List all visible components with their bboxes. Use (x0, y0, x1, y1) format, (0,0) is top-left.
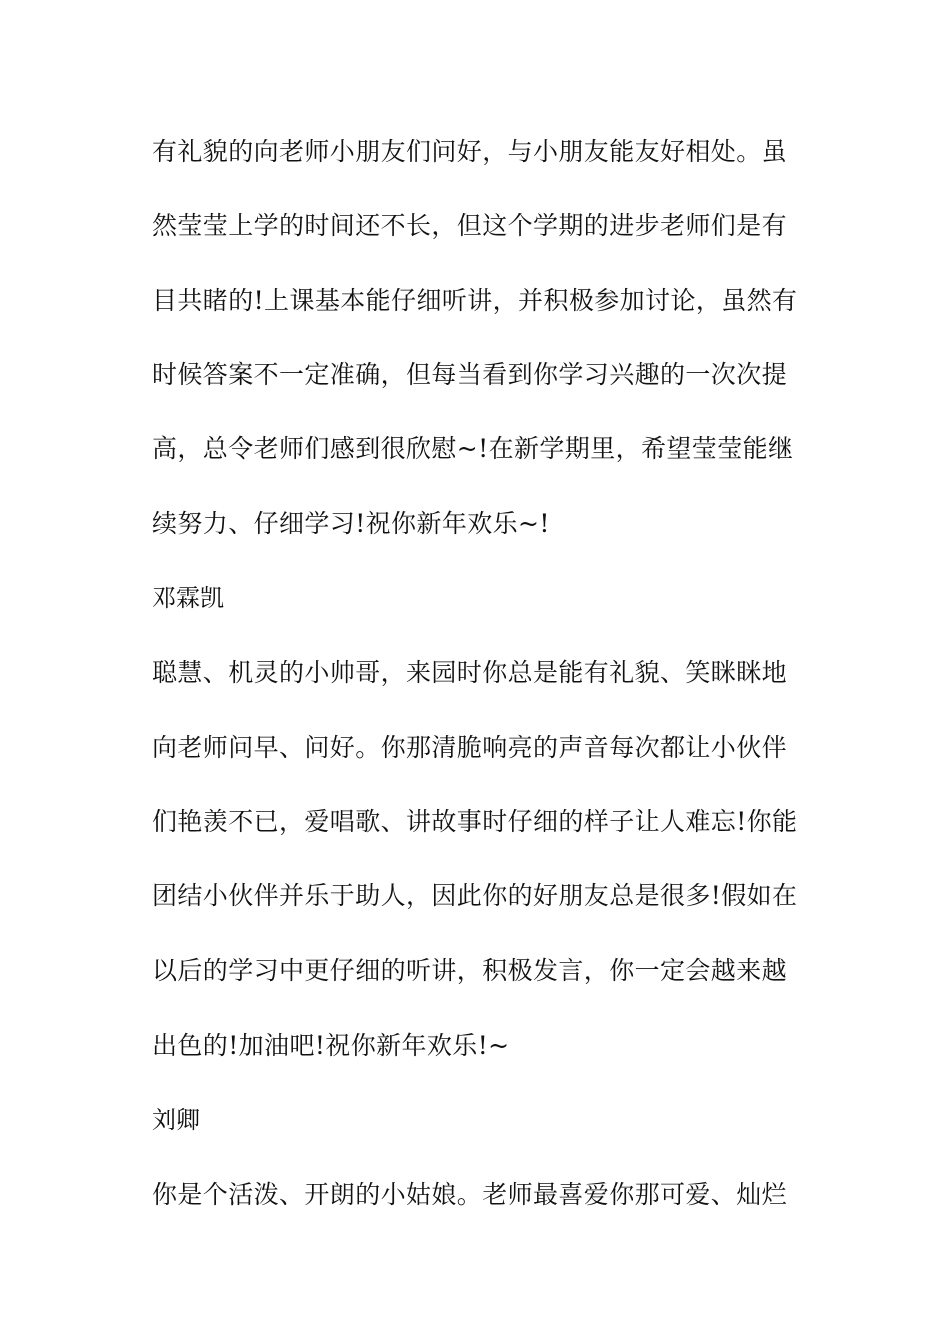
paragraph-line: 时候答案不一定准确，但每当看到你学习兴趣的一次次提 (152, 360, 788, 389)
student-name: 邓霖凯 (152, 584, 224, 612)
paragraph-line: 们艳羡不已，爱唱歌、讲故事时仔细的样子让人难忘!你能 (152, 807, 798, 836)
paragraph-line: 你是个活泼、开朗的小姑娘。老师最喜爱你那可爱、灿烂 (152, 1180, 788, 1209)
paragraph-line: 向老师问早、问好。你那清脆响亮的声音每次都让小伙伴 (152, 733, 788, 762)
paragraph-line: 目共睹的!上课基本能仔细听讲，并积极参加讨论，虽然有 (152, 286, 798, 315)
paragraph-line: 高，总令老师们感到很欣慰~!在新学期里，希望莹莹能继 (152, 434, 794, 463)
paragraph-line: 有礼貌的向老师小朋友们问好，与小朋友能友好相处。虽 (152, 137, 788, 166)
paragraph-line: 出色的!加油吧!祝你新年欢乐!~ (152, 1031, 510, 1060)
paragraph-line: 然莹莹上学的时间还不长，但这个学期的进步老师们是有 (152, 211, 788, 240)
paragraph-line: 续努力、仔细学习!祝你新年欢乐~! (152, 509, 550, 538)
student-name: 刘卿 (152, 1106, 200, 1134)
paragraph-line: 聪慧、机灵的小帅哥，来园时你总是能有礼貌、笑眯眯地 (152, 658, 788, 687)
paragraph-line: 团结小伙伴并乐于助人，因此你的好朋友总是很多!假如在 (152, 881, 798, 910)
paragraph-line: 以后的学习中更仔细的听讲，积极发言，你一定会越来越 (152, 956, 788, 985)
